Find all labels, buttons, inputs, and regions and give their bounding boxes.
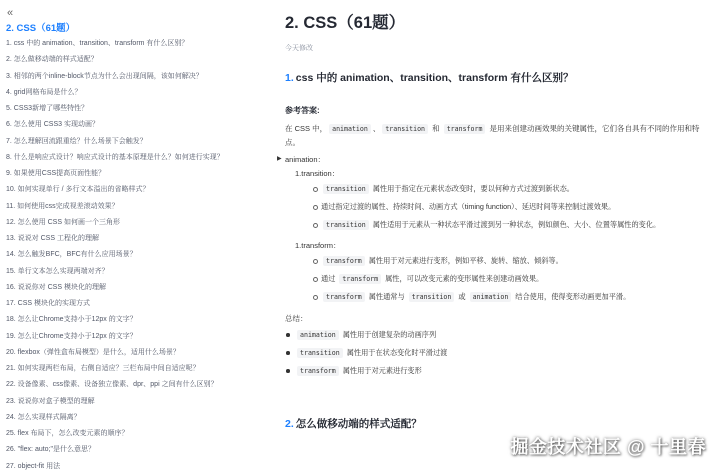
inline-code: transition: [323, 184, 369, 194]
toc-item[interactable]: 17. CSS 模块化的实现方式: [6, 300, 91, 307]
main-content: [258, 0, 720, 471]
toc-item[interactable]: 27. object-fit 用法: [6, 462, 61, 470]
outline-node-label: [295, 167, 720, 181]
summary-label: 总结：: [285, 314, 308, 323]
toc-item[interactable]: 7. 怎么理解回流跟重绘？什么场景下会触发？: [6, 137, 147, 145]
transition-detail-item: [313, 183, 720, 201]
toc-item[interactable]: 5. CSS3新增了哪些特性？: [6, 105, 89, 112]
transition-detail-item: [313, 201, 720, 219]
inline-code: transition: [297, 348, 343, 358]
summary-item: [285, 347, 720, 365]
toc-item[interactable]: 4. grid网格布局是什么？: [6, 88, 82, 96]
intro-paragraph: [285, 122, 713, 149]
toc-item[interactable]: 14. 怎么触发BFC，BFC有什么应用场景？: [6, 251, 137, 259]
toc-item[interactable]: 16. 说说你对 CSS 模块化的理解: [6, 283, 106, 291]
inline-code: transform: [323, 256, 365, 266]
question-number: 2.: [285, 418, 294, 430]
answer-label: 参考答案:: [285, 106, 320, 115]
collapse-sidebar-icon[interactable]: «: [7, 7, 14, 19]
toc-item[interactable]: 8. 什么是响应式设计？响应式设计的基本原理是什么？如何进行实现？: [6, 153, 224, 161]
transition-detail-item: [313, 219, 720, 237]
text: 在 CSS 中，: [285, 124, 328, 133]
toc-item[interactable]: 12. 怎么使用 CSS 如何画一个三角形: [6, 218, 120, 226]
toc-item[interactable]: 21. 如何实现两栏布局，右侧自适应？三栏布局中间自适应呢？: [6, 365, 200, 372]
watermark: 掘金技术社区 @ 十里春: [510, 437, 706, 457]
question-text: css 中的 animation、transition、transform 有什么区别？: [295, 72, 574, 84]
question-text: 怎么做移动端的样式适配？: [295, 418, 422, 430]
question-number: 1.: [285, 72, 294, 84]
label-text: transform：: [301, 241, 341, 250]
detail-text: 通过指定过渡的属性、持续时间、动画方式（timing function）、延迟时间等来控制过渡效果。: [321, 202, 616, 211]
text: 和: [430, 124, 442, 133]
detail-text: 属性适用于元素从一种状态平滑过渡到另一种状态，例如颜色、大小、位置等属性的变化。: [370, 220, 661, 229]
inline-code: transform: [297, 366, 339, 376]
toc-item[interactable]: 15. 单行文本怎么实现两端对齐？: [6, 267, 109, 275]
toc-title[interactable]: 2. CSS（61题）: [6, 23, 76, 34]
detail-text: 属性，可以改变元素的变形属性来创建动画效果。: [383, 274, 544, 283]
toc-item[interactable]: 10. 如何实现单行 / 多行文本溢出的省略样式？: [6, 186, 150, 194]
summary-list: [285, 329, 720, 383]
toc-item[interactable]: 9. 如果使用CSS提高页面性能？: [6, 170, 106, 177]
toc-item[interactable]: 3. 相邻的两个inline-block节点为什么会出现间隔，该如何解决？: [6, 72, 203, 80]
toc-item[interactable]: 1. css 中的 animation、transition、transform 有什么区别？: [6, 40, 189, 47]
outline-node-transition: [295, 167, 720, 237]
inline-code: animation: [329, 124, 371, 134]
detail-text: 结合使用，使得变形动画更加平滑。: [513, 292, 631, 301]
outline-root-label: animation：: [285, 155, 326, 164]
inline-code: animation: [297, 330, 339, 340]
toc-item[interactable]: 25. flex 布局下，怎么改变元素的顺序？: [6, 430, 129, 437]
outline-root[interactable]: [277, 153, 720, 167]
label-text: transition：: [301, 169, 340, 178]
toc-item[interactable]: 26. "flex: auto;"是什么意思？: [6, 446, 95, 454]
toc-list: [5, 36, 258, 471]
inline-code: animation: [470, 292, 512, 302]
summary-item: [285, 329, 720, 347]
outline-tree: [277, 153, 720, 309]
toc-item[interactable]: 24. 怎么实现样式隔离？: [6, 413, 81, 421]
detail-text: 属性用于对元素进行变形，例如平移、旋转、缩放、倾斜等。: [366, 256, 563, 265]
question-heading-2: [285, 417, 720, 431]
transform-detail-item: [313, 255, 720, 273]
collapse-triangle-icon[interactable]: ▶: [277, 156, 282, 162]
transform-detail-item: [313, 291, 720, 309]
last-modified: 今天修改: [285, 45, 313, 52]
transform-details: [295, 255, 720, 309]
summary-text: 属性用于在状态变化时平滑过渡: [344, 348, 448, 357]
outline-level-1: [285, 167, 720, 309]
question-heading-1: [285, 71, 720, 85]
text: 是用来创建动画效果的关键属性，它们各自具有不同的作用和特点。: [285, 124, 700, 147]
detail-text: 或: [456, 292, 468, 301]
toc-item[interactable]: 20. flexbox（弹性盒布局模型）是什么，适用什么场景？: [6, 348, 180, 356]
detail-text: 通过: [321, 274, 338, 283]
inline-code: transition: [323, 220, 369, 230]
toc-item[interactable]: 6. 怎么使用 CSS3 实现动画？: [6, 121, 99, 129]
inline-code: transition: [382, 124, 428, 134]
page-title: 2. CSS（61题）: [285, 14, 406, 32]
toc-item[interactable]: 13. 说说对 CSS 工程化的理解: [6, 235, 99, 242]
summary-text: 属性用于创建复杂的动画序列: [340, 330, 437, 339]
inline-code: transform: [323, 292, 365, 302]
inline-code: transform: [444, 124, 486, 134]
toc-sidebar: [0, 0, 258, 471]
outline-node-label: [295, 239, 720, 253]
transition-details: [295, 183, 720, 237]
toc-item[interactable]: 23. 说说你对盒子模型的理解: [6, 397, 95, 405]
toc-item[interactable]: 19. 怎么让Chrome支持小于12px 的文字？: [6, 332, 137, 340]
toc-item[interactable]: 11. 如何使用css完成视差滚动效果？: [6, 202, 119, 210]
text: 、: [372, 124, 381, 133]
toc-item[interactable]: 22. 设备像素、css像素、设备独立像素、dpr、ppi 之间有什么区别？: [6, 381, 218, 389]
inline-code: transform: [339, 274, 381, 284]
summary-text: 属性用于对元素进行变形: [340, 366, 422, 375]
detail-text: 属性用于指定在元素状态改变时，要以何种方式过渡到新状态。: [370, 184, 574, 193]
transform-detail-item: [313, 273, 720, 291]
outline-node-transform: [295, 239, 720, 309]
summary-item: [285, 365, 720, 383]
toc-item[interactable]: 2. 怎么做移动端的样式适配？: [6, 56, 98, 64]
detail-text: 属性通常与: [366, 292, 407, 301]
inline-code: transition: [409, 292, 455, 302]
toc-item[interactable]: 18. 怎么让Chrome支持小于12px 的文字？: [6, 316, 137, 324]
